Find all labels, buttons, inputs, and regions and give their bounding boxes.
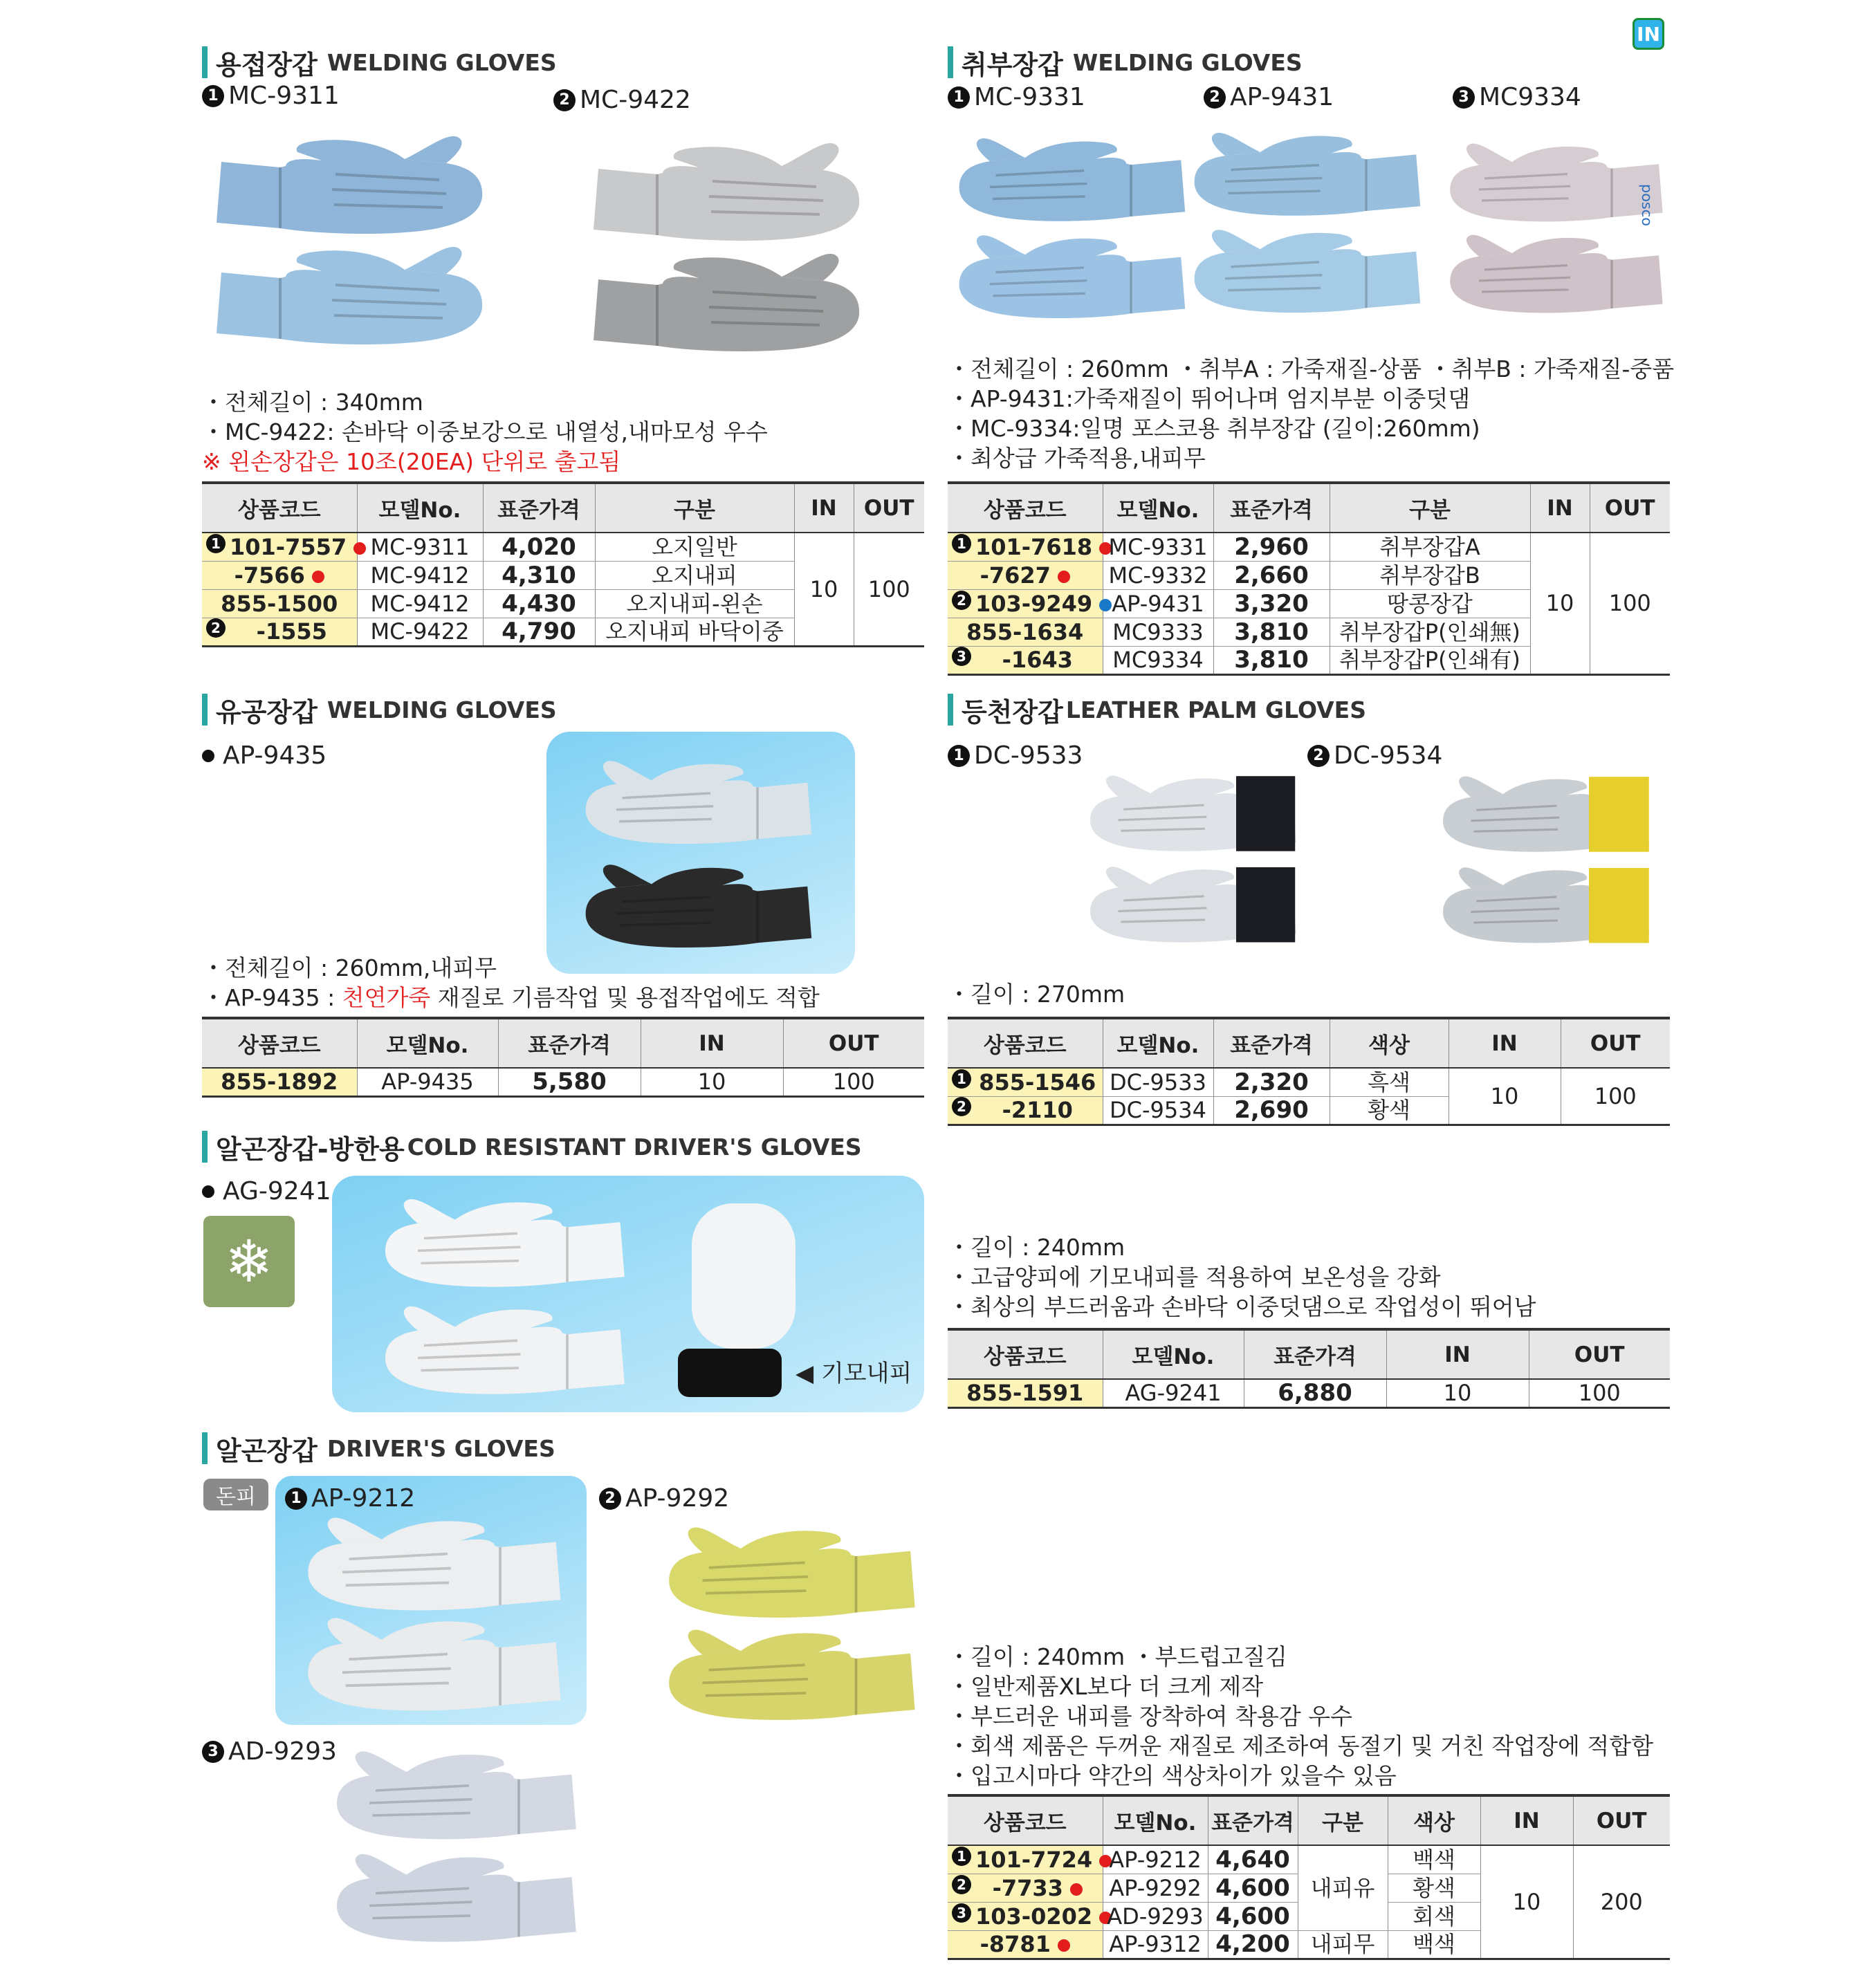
yugong-note-1: ・전체길이 : 260mm,내피무 <box>202 954 497 981</box>
col-model: 모델No. <box>1103 483 1213 533</box>
chwibu-item1-label: 1 MC-9331 <box>948 83 1085 111</box>
driver-title-en: DRIVER'S GLOVES <box>327 1434 555 1462</box>
chwibu-item3-label: 3 MC9334 <box>1453 83 1581 111</box>
cold-section-title <box>202 1129 862 1165</box>
table-row: 2 103-9249 AP-9431 3,320 땅콩장갑 <box>948 589 1670 618</box>
chwibu-section-title <box>948 44 1303 80</box>
cold-image-panel <box>332 1176 924 1412</box>
welding-note-3: ※ 왼손장갑은 10조(20EA) 단위로 출고됨 <box>202 448 621 475</box>
col-out: OUT <box>854 483 924 533</box>
col-code: 상품코드 <box>202 483 357 533</box>
glove-image-ap9212 <box>275 1476 587 1725</box>
driver-type-a: 내피유 <box>1298 1845 1388 1930</box>
glove-image-mc9331 <box>955 124 1190 332</box>
welding-item2-label: 2 MC-9422 <box>553 86 691 114</box>
cold-notes <box>948 1232 1536 1322</box>
table-row: 2 -7733 AP-9292 4,600 황색 <box>948 1874 1670 1902</box>
glove-image-ad9293 <box>332 1732 581 1961</box>
driver-in: 10 <box>1480 1845 1573 1959</box>
cold-title-en: COLD RESISTANT DRIVER'S GLOVES <box>407 1133 862 1161</box>
snowflake-icon: ❄ <box>203 1216 295 1307</box>
deungcheon-price-table <box>948 1017 1670 1126</box>
col-code: 상품코드 <box>948 483 1103 533</box>
col-in: IN <box>1530 483 1590 533</box>
yugong-price-table <box>202 1017 924 1098</box>
welding-note-2: ・MC-9422: 손바닥 이중보강으로 내열성,내마모성 우수 <box>202 418 768 445</box>
deungcheon-section-title <box>948 692 1366 728</box>
table-row: -7566 MC-9412 4,310 오지내피 <box>202 561 924 589</box>
cold-price-table <box>948 1328 1670 1409</box>
welding-notes <box>202 387 768 477</box>
col-in: IN <box>641 1018 783 1068</box>
chwibu-item2-label: 2 AP-9431 <box>1204 83 1334 111</box>
deungcheon-notes <box>948 979 1125 1009</box>
driver-type-b: 내피무 <box>1298 1930 1388 1959</box>
col-price: 표준가격 <box>1208 1795 1298 1845</box>
chwibu-title-en: WELDING GLOVES <box>1072 48 1303 76</box>
chwibu-note-1: ・전체길이 : 260mm ・취부A : 가죽재질-상품 ・취부B : 가죽재질-중품 <box>948 355 1675 382</box>
col-type: 구분 <box>1298 1795 1388 1845</box>
col-out: OUT <box>1573 1795 1670 1845</box>
glove-image-dc9534 <box>1439 737 1653 979</box>
col-in: IN <box>1480 1795 1573 1845</box>
deungcheon-note-1: ・길이 : 270mm <box>948 981 1125 1008</box>
table-row: 855-1892 AP-9435 5,580 10 100 <box>202 1068 924 1096</box>
table-row: 855-1634 MC9333 3,810 취부장갑P(인쇄無) <box>948 618 1670 646</box>
driver-item2-label: 2 AP-9292 <box>599 1484 729 1513</box>
col-code: 상품코드 <box>948 1795 1103 1845</box>
col-in: IN <box>1449 1018 1561 1068</box>
col-color: 색상 <box>1388 1795 1480 1845</box>
driver-title-ko: 알곤장갑 <box>216 1435 318 1466</box>
welding-section-title <box>202 44 557 80</box>
col-out: OUT <box>783 1018 924 1068</box>
col-color: 색상 <box>1330 1018 1449 1068</box>
col-in: IN <box>1386 1329 1529 1379</box>
driver-note-1: ・길이 : 240mm ・부드럽고질김 <box>948 1643 1287 1670</box>
driver-note-5: ・입고시마다 약간의 색상차이가 있을수 있음 <box>948 1762 1397 1789</box>
yugong-title-en: WELDING GLOVES <box>327 696 557 723</box>
glove-image-ap9292 <box>664 1515 920 1736</box>
col-code: 상품코드 <box>948 1329 1103 1379</box>
deungcheon-item2-label: 2 DC-9534 <box>1307 741 1442 770</box>
driver-image-panel <box>275 1476 587 1725</box>
welding-title-ko: 용접장갑 <box>216 49 318 80</box>
table-row: 3 -1643 MC9334 3,810 취부장갑P(인쇄有) <box>948 646 1670 674</box>
yugong-note-2: ・AP-9435 : 천연가죽 재질로 기름작업 및 용접작업에도 적합 <box>202 984 820 1011</box>
col-type: 구분 <box>595 483 794 533</box>
col-model: 모델No. <box>1103 1018 1213 1068</box>
cold-title-ko: 알곤장갑-방한용 <box>216 1134 405 1165</box>
col-out: OUT <box>1529 1329 1670 1379</box>
driver-note-3: ・부드러운 내피를 장착하여 착용감 우수 <box>948 1703 1353 1730</box>
driver-out: 200 <box>1573 1845 1670 1959</box>
chwibu-note-3: ・MC-9334:일명 포스코용 취부장갑 (길이:260mm) <box>948 415 1480 442</box>
glove-image-ap9435 <box>546 732 855 974</box>
table-row: -8781 AP-9312 4,200 내피무 백색 <box>948 1930 1670 1959</box>
col-model: 모델No. <box>357 483 483 533</box>
table-row: 855-1500 MC-9412 4,430 오지내피-왼손 <box>202 589 924 618</box>
col-model: 모델No. <box>357 1018 498 1068</box>
col-out: OUT <box>1590 483 1670 533</box>
cold-note-2: ・고급양피에 기모내피를 적용하여 보온성을 강화 <box>948 1264 1441 1291</box>
welding-title-en: WELDING GLOVES <box>327 48 557 76</box>
table-row: 855-1591 AG-9241 6,880 10 100 <box>948 1379 1670 1407</box>
driver-item3-label: 3 AD-9293 <box>202 1737 337 1766</box>
deungcheon-in: 10 <box>1449 1068 1561 1125</box>
col-model: 모델No. <box>1103 1329 1244 1379</box>
driver-note-4: ・회색 제품은 두꺼운 재질로 제조하여 동절기 및 거친 작업장에 적합함 <box>948 1732 1653 1759</box>
table-row: 1 101-7557 MC-9311 4,020 오지일반 10 100 <box>202 533 924 561</box>
table-row: 1 101-7618 MC-9331 2,960 취부장갑A 10 100 <box>948 533 1670 561</box>
col-in: IN <box>794 483 854 533</box>
chwibu-in: 10 <box>1530 533 1590 674</box>
yugong-image-panel <box>546 732 855 974</box>
table-row: 2 -1555 MC-9422 4,790 오지내피 바닥이중 <box>202 618 924 646</box>
in-badge: IN <box>1633 18 1664 50</box>
table-row: 2 -2110 DC-9534 2,690 황색 <box>948 1096 1670 1125</box>
col-price: 표준가격 <box>483 483 595 533</box>
col-price: 표준가격 <box>1213 483 1330 533</box>
yugong-section-title <box>202 692 557 728</box>
chwibu-notes <box>948 354 1674 473</box>
glove-image-mc9422 <box>588 131 865 367</box>
welding-in: 10 <box>794 533 854 646</box>
yugong-title-ko: 유공장갑 <box>216 696 318 728</box>
driver-item1-label: 1 AP-9212 <box>285 1484 415 1513</box>
col-type: 구분 <box>1330 483 1530 533</box>
chwibu-out: 100 <box>1590 533 1670 674</box>
table-row: -7627 MC-9332 2,660 취부장갑B <box>948 561 1670 589</box>
deungcheon-title-ko: 등천장갑 <box>962 696 1063 728</box>
welding-note-1: ・전체길이 : 340mm <box>202 389 423 416</box>
svg-text:posco: posco <box>1639 184 1655 226</box>
col-code: 상품코드 <box>948 1018 1103 1068</box>
col-price: 표준가격 <box>1244 1329 1386 1379</box>
chwibu-note-4: ・최상급 가죽적용,내피무 <box>948 445 1206 472</box>
glove-image-mc9311 <box>211 124 488 360</box>
chwibu-note-2: ・AP-9431:가죽재질이 뛰어나며 엄지부분 이중덧댐 <box>948 385 1471 412</box>
col-model: 모델No. <box>1103 1795 1208 1845</box>
glove-image-dc9533 <box>1086 740 1300 975</box>
welding-price-table <box>202 481 924 647</box>
driver-notes <box>948 1642 1653 1791</box>
callout-fleece-lining: ◀ 기모내피 <box>796 1360 912 1387</box>
driver-note-2: ・일반제품XL보다 더 크게 제작 <box>948 1673 1264 1700</box>
col-out: OUT <box>1561 1018 1670 1068</box>
col-price: 표준가격 <box>498 1018 641 1068</box>
table-row: 3 103-0202 AD-9293 4,600 회색 <box>948 1902 1670 1930</box>
col-code: 상품코드 <box>202 1018 357 1068</box>
welding-item1-label: 1 MC-9311 <box>202 82 340 110</box>
deungcheon-title-en: LEATHER PALM GLOVES <box>1065 696 1366 723</box>
table-row: 1 101-7724 AP-9212 4,640 내피유 백색 10 200 <box>948 1845 1670 1874</box>
pigskin-tag: 돈피 <box>203 1479 268 1510</box>
yugong-notes <box>202 953 820 1013</box>
glove-image-mc9334 <box>1446 118 1667 339</box>
cold-note-3: ・최상의 부드러움과 손바닥 이중덧댐으로 작업성이 뛰어남 <box>948 1293 1536 1320</box>
table-row: 1 855-1546 DC-9533 2,320 흑색 10 100 <box>948 1068 1670 1096</box>
deungcheon-item1-label: 1 DC-9533 <box>948 741 1083 770</box>
driver-section-title <box>202 1430 555 1466</box>
welding-out: 100 <box>854 533 924 646</box>
chwibu-title-ko: 취부장갑 <box>962 49 1063 80</box>
yugong-item-label: AP-9435 <box>202 741 327 770</box>
cold-item-label: AG-9241 <box>202 1177 331 1205</box>
col-price: 표준가격 <box>1213 1018 1330 1068</box>
deungcheon-out: 100 <box>1561 1068 1670 1125</box>
cold-note-1: ・길이 : 240mm <box>948 1234 1125 1261</box>
driver-price-table <box>948 1794 1670 1960</box>
glove-image-ap9431 <box>1190 119 1425 326</box>
chwibu-price-table <box>948 481 1670 676</box>
